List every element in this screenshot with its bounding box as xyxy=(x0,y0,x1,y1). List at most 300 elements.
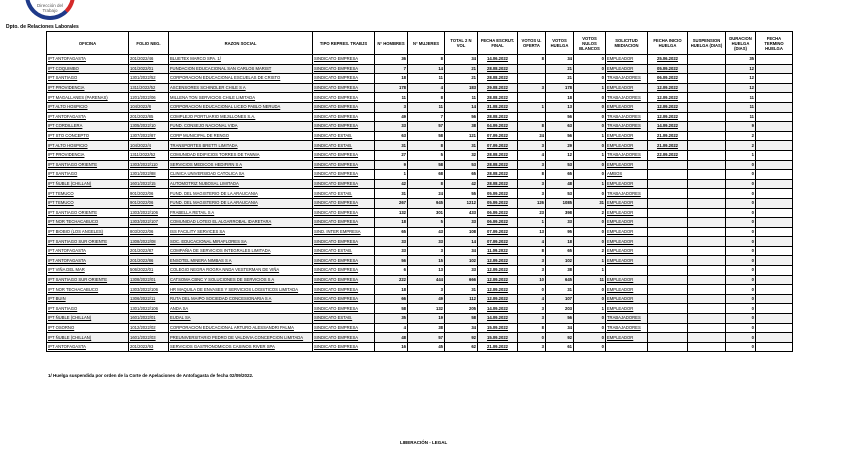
table-cell: 222 xyxy=(375,275,408,285)
table-cell: FUND. CONSEJO NACIONAL VIDA xyxy=(169,122,313,132)
table-cell: 06.09.2022 xyxy=(648,74,688,84)
table-cell: 1 xyxy=(518,218,546,228)
logo xyxy=(22,0,78,22)
table-cell: 63 xyxy=(546,122,574,132)
table-cell xyxy=(756,93,793,103)
table-cell: SERVICIOS GASTRONOMICOS CASINOS RIVER SPA xyxy=(169,342,313,352)
table-cell: 8 xyxy=(518,323,546,333)
table-cell: 57 xyxy=(408,333,445,343)
table-cell: 1307/2022/87 xyxy=(129,131,169,141)
table-cell xyxy=(688,198,726,208)
table-cell: 0 xyxy=(574,112,606,122)
table-row xyxy=(47,285,793,295)
table-cell xyxy=(606,266,648,276)
table-cell: 14.09.2022 xyxy=(478,314,518,324)
table-cell: EMPLEADOR xyxy=(606,102,648,112)
table-cell: 25.06.2022 xyxy=(648,55,688,65)
table-cell xyxy=(756,304,793,314)
table-cell: 201/2022/85 xyxy=(129,112,169,122)
table-cell: 3 xyxy=(408,246,445,256)
table-cell: 0 xyxy=(574,342,606,352)
table-cell: 14 xyxy=(408,64,445,74)
table-cell xyxy=(648,218,688,228)
page-footer: LIBERACIÓN - LEGAL xyxy=(400,440,448,445)
table-cell xyxy=(688,189,726,199)
table-cell: 18 xyxy=(546,93,574,103)
table-cell: 126 xyxy=(518,198,546,208)
table-cell xyxy=(688,122,726,132)
table-cell: 28.08.2022 xyxy=(478,64,518,74)
table-cell: 12.09.2022 xyxy=(648,112,688,122)
table-cell: 33 xyxy=(375,122,408,132)
table-cell: 645 xyxy=(546,275,574,285)
table-cell: SINDICATO EMPRESA xyxy=(313,275,375,285)
table-cell: FUND. DEL MAGISTERIO DE LA ARAUCANIA xyxy=(169,198,313,208)
table-cell: 433 xyxy=(445,208,478,218)
table-cell: 0 xyxy=(574,122,606,132)
table-row xyxy=(47,333,793,343)
table-cell: EMPLEADOR xyxy=(606,208,648,218)
table-cell: 65 xyxy=(375,227,408,237)
table-cell: 4 xyxy=(518,294,546,304)
table-row xyxy=(47,227,793,237)
table-cell: SINDICATO EMPRESA xyxy=(313,342,375,352)
table-cell: 12.09.2022 xyxy=(478,285,518,295)
table-cell: IPT ALTO HOSPICIO xyxy=(47,141,129,151)
table-cell: 36 xyxy=(375,55,408,65)
table-row xyxy=(47,342,793,352)
table-cell: 112 xyxy=(445,294,478,304)
table-cell xyxy=(648,208,688,218)
table-cell: IPT PROVIDENCIA xyxy=(47,150,129,160)
table-cell: 0 xyxy=(726,294,756,304)
footnote: 1/ Huelga suspendida por orden de la Corte de Apelaciones de Antofagasta de fecha 02/09/2022. xyxy=(48,373,254,378)
table-cell: 1303/2022/107 xyxy=(129,218,169,228)
table-cell: 108 xyxy=(445,227,478,237)
table-cell xyxy=(756,342,793,352)
table-cell: 3 xyxy=(518,83,546,93)
table-cell: TRABAJADORES xyxy=(606,150,648,160)
table-cell: TRABAJADORES xyxy=(606,122,648,132)
table-cell xyxy=(688,150,726,160)
table-cell: 3 xyxy=(518,160,546,170)
table-cell: 0 xyxy=(574,237,606,247)
table-cell: 13 xyxy=(546,102,574,112)
table-cell: IPT SANTIAGO xyxy=(47,74,129,84)
table-cell: 3 xyxy=(408,285,445,295)
table-cell: 29 xyxy=(546,141,574,151)
table-cell: 14.09.2022 xyxy=(648,122,688,132)
table-cell: 18 xyxy=(375,218,408,228)
table-cell: 33 xyxy=(375,246,408,256)
table-row xyxy=(47,294,793,304)
table-cell xyxy=(688,256,726,266)
table-cell: EMPLEADOR xyxy=(606,131,648,141)
column-header: SUSPENSION HUELGA (DIAS) xyxy=(688,32,726,55)
table-cell: 0 xyxy=(726,323,756,333)
table-cell: IPT SANTIAGO ORIENTE xyxy=(47,208,129,218)
table-cell: 7 xyxy=(408,112,445,122)
table-cell: 38 xyxy=(408,323,445,333)
table-cell xyxy=(756,55,793,65)
table-cell: ISS FACILITY SERVICES SA xyxy=(169,227,313,237)
table-cell: SINDICATO EMPRESA xyxy=(313,266,375,276)
table-cell xyxy=(606,342,648,352)
table-cell xyxy=(688,227,726,237)
table-cell xyxy=(688,314,726,324)
table-cell: TRABAJADORES xyxy=(606,74,648,84)
table-cell: CLINICA UNIVERSIDAD CATOLICA SA xyxy=(169,170,313,180)
table-cell: 35 xyxy=(726,55,756,65)
table-cell: 3 xyxy=(518,189,546,199)
table-cell: 12.09.2022 xyxy=(478,256,518,266)
table-cell: AMBOS xyxy=(606,170,648,180)
table-cell xyxy=(648,237,688,247)
table-cell: COMUNIDAD EDIFICIOS TORRES DE TANNIA xyxy=(169,150,313,160)
table-cell: 2 xyxy=(574,208,606,218)
table-cell xyxy=(756,179,793,189)
table-cell: 267 xyxy=(375,198,408,208)
table-cell: IPT CORDILLERA xyxy=(47,122,129,132)
table-cell: EMPLEADOR xyxy=(606,55,648,65)
table-cell xyxy=(756,160,793,170)
table-cell: 102 xyxy=(546,256,574,266)
table-cell xyxy=(756,314,793,324)
table-cell: 201/2022/93 xyxy=(129,342,169,352)
table-cell: SINDICATO EMPRESA xyxy=(313,83,375,93)
table-cell: 1301/2022/106 xyxy=(129,304,169,314)
table-cell: 666 xyxy=(445,275,478,285)
table-cell: 33 xyxy=(408,237,445,247)
table-cell xyxy=(688,141,726,151)
table-cell xyxy=(756,198,793,208)
table-cell: 28.08.2022 xyxy=(478,179,518,189)
table-cell: SINDICATO EMPRESA xyxy=(313,150,375,160)
table-cell: EMPLEADOR xyxy=(606,304,648,314)
table-cell: 1308/2022/08 xyxy=(129,237,169,247)
table-cell: 19 xyxy=(408,314,445,324)
table-cell: 3 xyxy=(518,179,546,189)
table-cell xyxy=(756,150,793,160)
table-cell xyxy=(756,275,793,285)
table-cell xyxy=(648,342,688,352)
table-cell: 58 xyxy=(445,314,478,324)
table-cell: 32 xyxy=(445,150,478,160)
table-row xyxy=(47,323,793,333)
table-cell xyxy=(756,237,793,247)
table-cell: 31 xyxy=(445,141,478,151)
table-cell: 33 xyxy=(546,218,574,228)
table-cell: 42 xyxy=(445,179,478,189)
table-cell: 12.09.2022 xyxy=(648,93,688,103)
table-cell: 22.09.2022 xyxy=(648,150,688,160)
table-cell: 18 xyxy=(375,285,408,295)
table-cell: 201/2022/46 xyxy=(129,55,169,65)
table-cell: 05.09.2022 xyxy=(478,198,518,208)
table-cell: 38 xyxy=(546,266,574,276)
table-cell: 1303/2022/110 xyxy=(129,160,169,170)
table-cell: 121 xyxy=(445,131,478,141)
table-cell: FRABELLA RETAIL S A xyxy=(169,208,313,218)
table-cell: 04.09.2022 xyxy=(478,122,518,132)
table-cell: 1303/2022/106 xyxy=(129,285,169,295)
table-cell: IPT OSORNO xyxy=(47,323,129,333)
table-cell: 0 xyxy=(726,256,756,266)
table-cell: 07.09.2022 xyxy=(478,237,518,247)
table-cell: IPT SANTIAGO SUR ORIENTE xyxy=(47,237,129,247)
table-cell: 183 xyxy=(445,83,478,93)
table-cell: 1212 xyxy=(445,198,478,208)
table-cell: 21.09.2022 xyxy=(648,131,688,141)
table-cell: 12 xyxy=(726,83,756,93)
table-cell: 8 xyxy=(408,93,445,103)
strikes-table xyxy=(46,31,793,352)
table-cell xyxy=(756,218,793,228)
table-cell: 12 xyxy=(726,74,756,84)
table-cell: 34 xyxy=(445,323,478,333)
table-cell: 34 xyxy=(445,246,478,256)
table-cell: 31.08.2022 xyxy=(478,102,518,112)
table-cell: 9 xyxy=(375,160,408,170)
table-cell: TRABAJADORES xyxy=(606,189,648,199)
table-cell: 0 xyxy=(574,102,606,112)
table-cell: 95 xyxy=(546,227,574,237)
table-cell: 13 xyxy=(518,227,546,237)
table-cell xyxy=(688,112,726,122)
table-cell: 15.09.2022 xyxy=(478,333,518,343)
table-cell xyxy=(648,333,688,343)
table-cell: 201/2022/86 xyxy=(129,256,169,266)
table-cell: EMPLEADOR xyxy=(606,294,648,304)
table-cell: 0 xyxy=(726,333,756,343)
table-cell: 5 xyxy=(408,150,445,160)
table-cell xyxy=(756,189,793,199)
table-cell: SINDICATO EMPRESA xyxy=(313,170,375,180)
table-cell: 0 xyxy=(574,160,606,170)
table-cell: COLEGIO NEGRA ROGRA NNDA VESTERMAN DE VIÑA xyxy=(169,266,313,276)
table-cell: 21 xyxy=(445,74,478,84)
table-cell: 4 xyxy=(518,237,546,247)
column-header: N° MUJERES xyxy=(408,32,445,55)
table-cell: SINDICATO EMPRESA xyxy=(313,323,375,333)
table-cell xyxy=(648,323,688,333)
table-cell: 1601/2022/01 xyxy=(129,314,169,324)
table-cell: 201/2022/87 xyxy=(129,246,169,256)
table-cell: COMPAÑIA DE SERVICIOS INTEGRALES LIMITADA xyxy=(169,246,313,256)
table-cell: 1601/2022/03 xyxy=(129,333,169,343)
table-cell xyxy=(688,266,726,276)
table-cell: 1201/2022/06 xyxy=(129,93,169,103)
table-row xyxy=(47,266,793,276)
table-cell xyxy=(648,285,688,295)
table-cell: 07.09.2022 xyxy=(478,141,518,151)
table-cell: 107 xyxy=(546,294,574,304)
table-cell: 0 xyxy=(726,266,756,276)
table-cell: 56 xyxy=(546,131,574,141)
table-cell xyxy=(688,64,726,74)
table-cell: 53 xyxy=(445,160,478,170)
table-row xyxy=(47,170,793,180)
column-header: OFICINA xyxy=(47,32,129,55)
table-cell: 0 xyxy=(574,314,606,324)
table-header xyxy=(47,32,793,55)
table-row xyxy=(47,208,793,218)
table-cell: IPT TEMUCO xyxy=(47,198,129,208)
table-cell: 1303/2022/106 xyxy=(129,208,169,218)
table-cell: 1 xyxy=(574,256,606,266)
table-cell: TRANSPORTES BRETTI LIMITADA xyxy=(169,141,313,151)
table-cell: SINDICATO ESTAB. xyxy=(313,141,375,151)
table-cell: 8 xyxy=(518,122,546,132)
table-cell: 55 xyxy=(445,189,478,199)
table-cell: 28.08.2022 xyxy=(478,170,518,180)
table-cell xyxy=(756,208,793,218)
table-cell: 11 xyxy=(408,74,445,84)
table-cell: 56 xyxy=(375,256,408,266)
table-cell: 0 xyxy=(574,55,606,65)
table-cell: 49 xyxy=(375,112,408,122)
table-row xyxy=(47,141,793,151)
table-cell: 1 xyxy=(574,266,606,276)
table-cell xyxy=(518,93,546,103)
table-cell: SINDICATO EMPRESA xyxy=(313,64,375,74)
table-cell: 1301/2022/88 xyxy=(129,170,169,180)
table-cell xyxy=(648,189,688,199)
table-cell: 178 xyxy=(375,83,408,93)
table-cell: 1 xyxy=(574,131,606,141)
table-cell xyxy=(756,266,793,276)
table-cell: 24 xyxy=(408,189,445,199)
table-cell: 0 xyxy=(726,246,756,256)
table-cell: 34 xyxy=(445,55,478,65)
table-row xyxy=(47,314,793,324)
table-cell: 49 xyxy=(408,294,445,304)
table-cell: 31 xyxy=(445,285,478,295)
table-cell xyxy=(648,314,688,324)
table-cell: IPT COQUIMBO xyxy=(47,64,129,74)
table-cell xyxy=(688,323,726,333)
table-cell: SINDICATO EMPRESA xyxy=(313,256,375,266)
table-row xyxy=(47,131,793,141)
table-row xyxy=(47,189,793,199)
table-cell: FUND. DEL MAGISTERIO DE LA ARAUCANIA xyxy=(169,189,313,199)
table-cell: IPT SANTIAGO xyxy=(47,304,129,314)
table-cell: 11.09.2022 xyxy=(478,246,518,256)
table-cell: 0 xyxy=(726,304,756,314)
table-row xyxy=(47,179,793,189)
table-cell: 53 xyxy=(546,189,574,199)
table-cell: 31 xyxy=(375,189,408,199)
table-cell: 0 xyxy=(574,323,606,333)
table-cell: SINDICATO EMPRESA xyxy=(313,285,375,295)
table-cell: SINDICATO EMPRESA xyxy=(313,179,375,189)
table-cell: 0 xyxy=(518,285,546,295)
table-cell: 21.09.2022 xyxy=(478,342,518,352)
table-cell: 0 xyxy=(726,179,756,189)
table-cell: 1311/2022/52 xyxy=(129,83,169,93)
table-cell: 132 xyxy=(408,304,445,314)
table-cell xyxy=(756,170,793,180)
table-cell: 16 xyxy=(375,342,408,352)
table-cell: 14.06.2022 xyxy=(478,55,518,65)
table-cell: EUDAL SA xyxy=(169,314,313,324)
table-cell: 5 xyxy=(408,218,445,228)
table-cell: 38 xyxy=(445,122,478,132)
table-cell: 28.08.2022 xyxy=(478,74,518,84)
table-cell xyxy=(688,131,726,141)
table-cell: EMPLEADOR xyxy=(606,275,648,285)
table-cell: 12 xyxy=(726,64,756,74)
table-cell: 28.08.2022 xyxy=(478,150,518,160)
table-cell: 8 xyxy=(518,246,546,256)
table-cell: 8 xyxy=(518,170,546,180)
table-cell: 14 xyxy=(445,237,478,247)
table-cell: 28.08.2022 xyxy=(478,112,518,122)
table-cell: 102 xyxy=(445,256,478,266)
table-cell: 3 xyxy=(518,342,546,352)
table-row xyxy=(47,246,793,256)
table-cell xyxy=(756,131,793,141)
table-cell: 3 xyxy=(518,256,546,266)
table-cell: 1085 xyxy=(546,198,574,208)
table-cell: 33 xyxy=(445,218,478,228)
table-row xyxy=(47,237,793,247)
table-cell xyxy=(688,170,726,180)
table-cell: SINDICATO ESTAB. xyxy=(313,246,375,256)
column-header: DURACION HUELGA (DIAS) xyxy=(726,32,756,55)
table-cell: SIND. INTER EMPRESA xyxy=(313,227,375,237)
table-cell: 12.09.2022 xyxy=(478,294,518,304)
table-cell: 0 xyxy=(574,218,606,228)
table-cell: IPT ANTOFAGASTA xyxy=(47,246,129,256)
table-cell: 11 xyxy=(375,93,408,103)
table-cell: EMPLEADOR xyxy=(606,333,648,343)
table-cell: 0 xyxy=(726,227,756,237)
table-cell: 0 xyxy=(574,170,606,180)
column-header: SOLICITUD MEDIACION xyxy=(606,32,648,55)
table-cell: EMPLEADOR xyxy=(606,246,648,256)
table-cell: 0 xyxy=(574,294,606,304)
table-cell: IPT SANTIAGO SUR ORIENTE xyxy=(47,275,129,285)
table-row xyxy=(47,304,793,314)
table-cell xyxy=(688,74,726,84)
table-cell: CORPORACION EDUCACIONAL ESCUELAS DE CRISTO xyxy=(169,74,313,84)
table-cell: EMPLEADOR xyxy=(606,237,648,247)
table-cell: 1308/2022/01 xyxy=(129,275,169,285)
table-cell: IPT ANTOFAGASTA xyxy=(47,342,129,352)
table-cell: HR MAQUILA DE ENVASES Y SERVICIOS LOGISTICOS LIMITADA xyxy=(169,285,313,295)
table-cell: 1 xyxy=(574,304,606,314)
table-cell: 53 xyxy=(546,160,574,170)
table-cell: SINDICATO EMPRESA xyxy=(313,218,375,228)
table-row xyxy=(47,256,793,266)
table-cell: 1 xyxy=(574,179,606,189)
table-cell: IPT TEMUCO xyxy=(47,189,129,199)
table-row xyxy=(47,93,793,103)
table-cell: SINDICATO EMPRESA xyxy=(313,160,375,170)
table-cell: RUTA DEL MAIPO SOCIEDAD CONCESIONARIA S A xyxy=(169,294,313,304)
table-cell: 65 xyxy=(546,170,574,180)
table-cell: 35 xyxy=(375,314,408,324)
table-cell: SERVICIOS MEDICOS HEDIFIRN S A xyxy=(169,160,313,170)
table-cell: SINDICATO EMPRESA xyxy=(313,198,375,208)
table-cell: SINDICATO EMPRESA xyxy=(313,74,375,84)
table-row xyxy=(47,112,793,122)
column-header: FOLIO NEG. xyxy=(129,32,169,55)
table-cell: 0 xyxy=(726,189,756,199)
table-cell: 8 xyxy=(408,55,445,65)
table-cell: 104/2022/8 xyxy=(129,102,169,112)
